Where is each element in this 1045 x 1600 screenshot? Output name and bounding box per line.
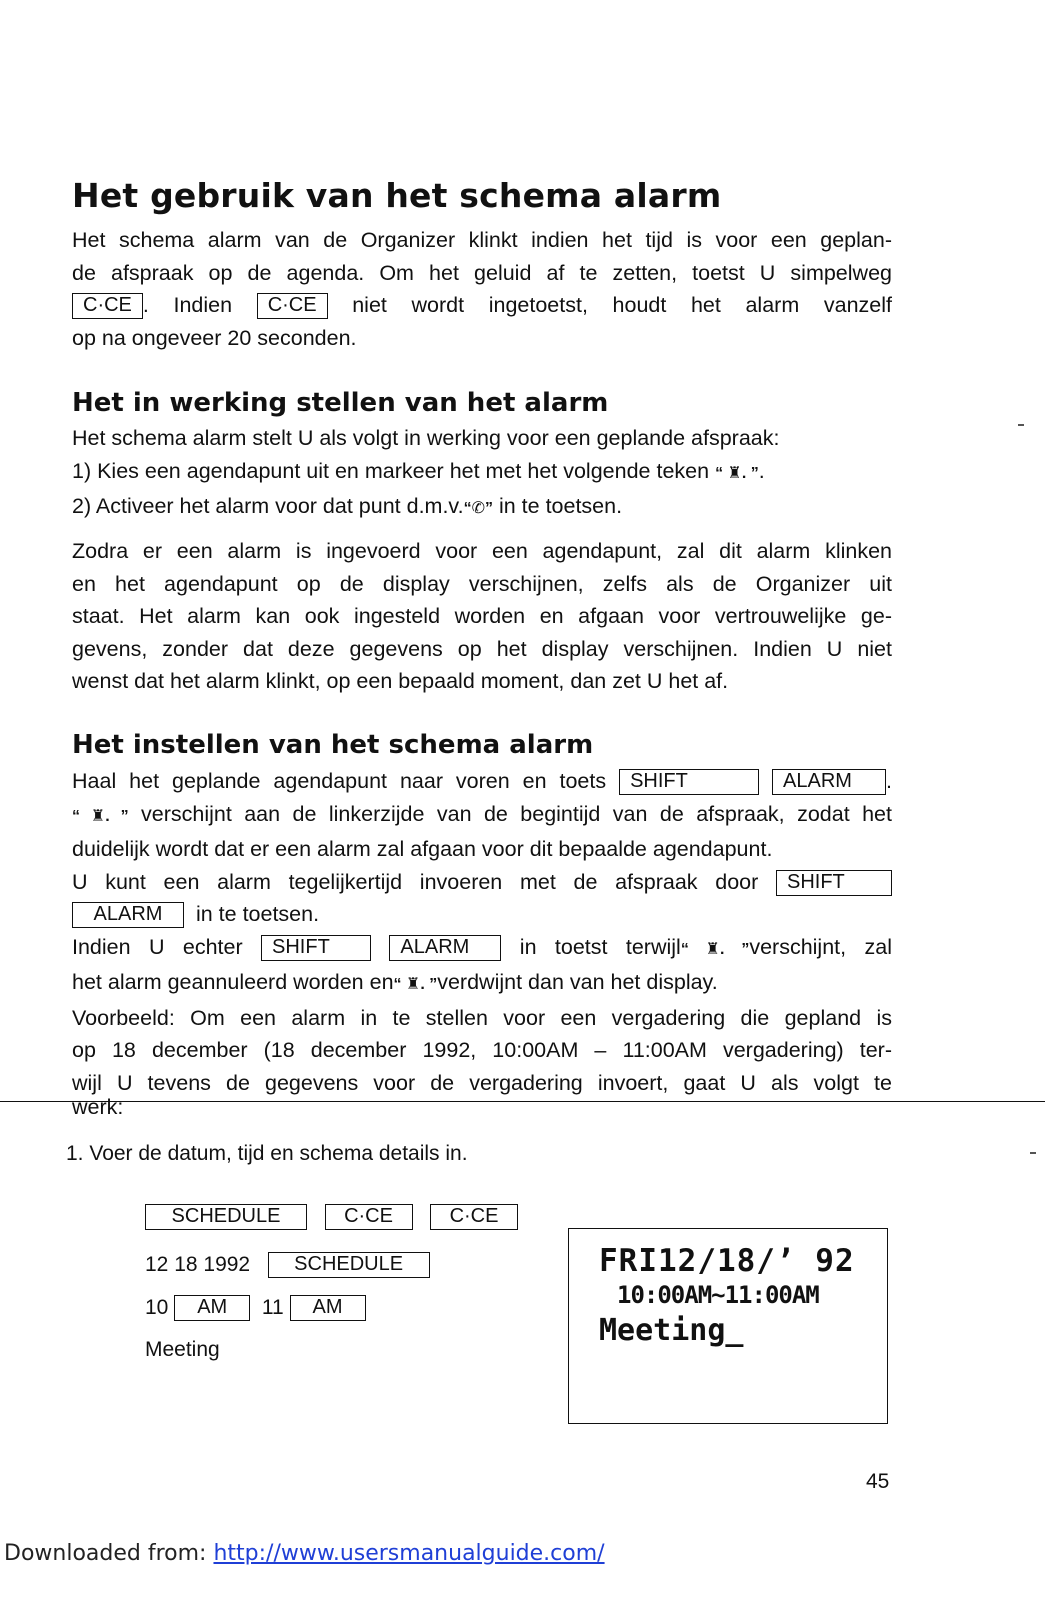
section1-paragraph [72, 535, 892, 698]
line-text: het alarm geannuleerd worden en [72, 970, 394, 994]
section-heading: Het instellen van het schema alarm [72, 730, 594, 760]
shift-key: SHIFT [261, 935, 371, 961]
line-text: in te toetsen. [195, 902, 320, 926]
lcd-text-line: Meeting_ [599, 1313, 744, 1348]
line-text: U kunt een alarm tegelijkertijd invoeren met de afspraak door [72, 869, 759, 894]
page-divider [0, 1101, 1045, 1102]
shift-key: SHIFT [776, 870, 892, 896]
schedule-mark-icon: “ ♜. ” [393, 976, 438, 993]
cce-key: C·CE [72, 293, 143, 319]
cce-key: C·CE [430, 1204, 518, 1230]
alarm-key: ALARM [772, 769, 886, 795]
example-line: op 18 december (18 december 1992, 10:00AM – 11:00AM vergadering) ter- [72, 1038, 892, 1062]
intro-paragraph [72, 224, 892, 354]
example-line: werk: [72, 1095, 124, 1119]
paragraph-line: wenst dat het alarm klinkt, op een bepaald moment, dan zet U het af. [72, 669, 729, 693]
example-line: Voorbeeld: Om een alarm in te stellen voor een vergadering die gepland is [72, 1005, 892, 1030]
line-text: Indien U echter [72, 934, 243, 959]
lcd-display [568, 1228, 888, 1424]
step-text: 1) Kies een agendapunt uit en markeer het met het volgende teken [72, 458, 710, 483]
schedule-mark-icon: “ ♜. ” [680, 940, 750, 958]
line-text: . [886, 769, 892, 793]
section2-line [72, 765, 892, 798]
text-entry: Meeting [145, 1338, 220, 1361]
am-key: AM [174, 1295, 250, 1321]
date-entry: 12 18 1992 [145, 1253, 251, 1276]
cce-key: C·CE [257, 293, 328, 319]
section2-line [72, 798, 892, 834]
step-text: in te toetsen. [498, 494, 623, 518]
intro-line: Het schema alarm van de Organizer klinkt indien het tijd is voor een geplan- [72, 228, 892, 252]
intro-line: de afspraak op de agenda. Om het geluid af te zetten, toetst U simpelweg [72, 260, 892, 285]
schedule-key: SCHEDULE [268, 1252, 430, 1278]
key-sequence-row [145, 1295, 366, 1321]
section-heading: Het in werking stellen van het alarm [72, 388, 609, 418]
alarm-symbol-icon: “✆” [463, 500, 493, 517]
section2-line: duidelijk wordt dat er een alarm zal afgaan voor dit bepaalde agendapunt. [72, 837, 773, 861]
step-instruction: 1. Voer de datum, tijd en schema details in. [66, 1142, 468, 1165]
key-sequence-row [145, 1252, 430, 1278]
key-sequence-row [145, 1338, 220, 1362]
intro-text: niet wordt ingetoetst, houdt het alarm vanzelf [352, 293, 892, 317]
scan-mark [1030, 1152, 1036, 1154]
schedule-key: SCHEDULE [145, 1204, 307, 1230]
time-entry: 10 [145, 1296, 169, 1319]
paragraph-line: gevens, zonder dat deze gegevens op het display verschijnen. Indien U niet [72, 636, 892, 661]
paragraph-line: en het agendapunt op de display verschijnen, zelfs als de Organizer uit [72, 571, 892, 596]
intro-text: . Indien [142, 293, 233, 317]
example-line: wijl U tevens de gegevens voor de vergadering invoert, gaat U als volgt te [72, 1070, 892, 1095]
page-title: Het gebruik van het schema alarm [72, 176, 722, 215]
intro-line [72, 289, 892, 322]
paragraph-line: staat. Het alarm kan ook ingesteld worden en afgaan voor vertrouwelijke ge- [72, 604, 892, 628]
schedule-mark-icon: “ ♜. ” [72, 807, 129, 825]
section2-line [72, 866, 892, 899]
footer-link[interactable]: http://www.usersmanualguide.com/ [213, 1541, 605, 1566]
am-key: AM [290, 1295, 366, 1321]
section2-body [72, 765, 892, 1124]
line-text: verschijnt, zal [749, 934, 892, 959]
alarm-key: ALARM [389, 935, 501, 961]
key-sequence-row [145, 1204, 518, 1230]
line-text: verschijnt aan de linkerzijde van de begintijd van de afspraak, zodat het [141, 801, 892, 826]
lcd-date-line: FRI12/18/’ 92 [599, 1243, 855, 1279]
section1-line: Het schema alarm stelt U als volgt in werking voor een geplande afspraak: [72, 426, 780, 450]
line-text: Haal het geplande agendapunt naar voren en toets [72, 769, 607, 793]
footer-label: Downloaded from: [4, 1541, 207, 1566]
schedule-mark-icon: “ ♜. ” [715, 464, 759, 482]
lcd-time-line: 10:00AM~11:00AM [617, 1281, 819, 1309]
page-number: 45 [866, 1470, 890, 1493]
section1-step [72, 455, 892, 491]
section2-line [72, 931, 892, 967]
cce-key: C·CE [325, 1204, 413, 1230]
step-text: 2) Activeer het alarm voor dat punt d.m.v. [72, 494, 464, 518]
line-text: verdwijnt dan van het display. [437, 970, 718, 994]
alarm-key: ALARM [72, 902, 184, 928]
time-entry: 11 [261, 1296, 284, 1319]
section2-line [72, 966, 892, 1002]
scan-mark [1018, 424, 1024, 426]
section1-body [72, 422, 892, 526]
section2-line [72, 898, 892, 931]
shift-key: SHIFT [619, 769, 759, 795]
section1-step [72, 490, 892, 526]
intro-line: op na ongeveer 20 seconden. [72, 325, 357, 350]
download-footer [4, 1541, 605, 1566]
step-text: . [758, 458, 765, 483]
paragraph-line: Zodra er een alarm is ingevoerd voor een agendapunt, zal dit alarm klinken [72, 539, 892, 563]
line-text: in toetst terwijl [519, 934, 681, 959]
